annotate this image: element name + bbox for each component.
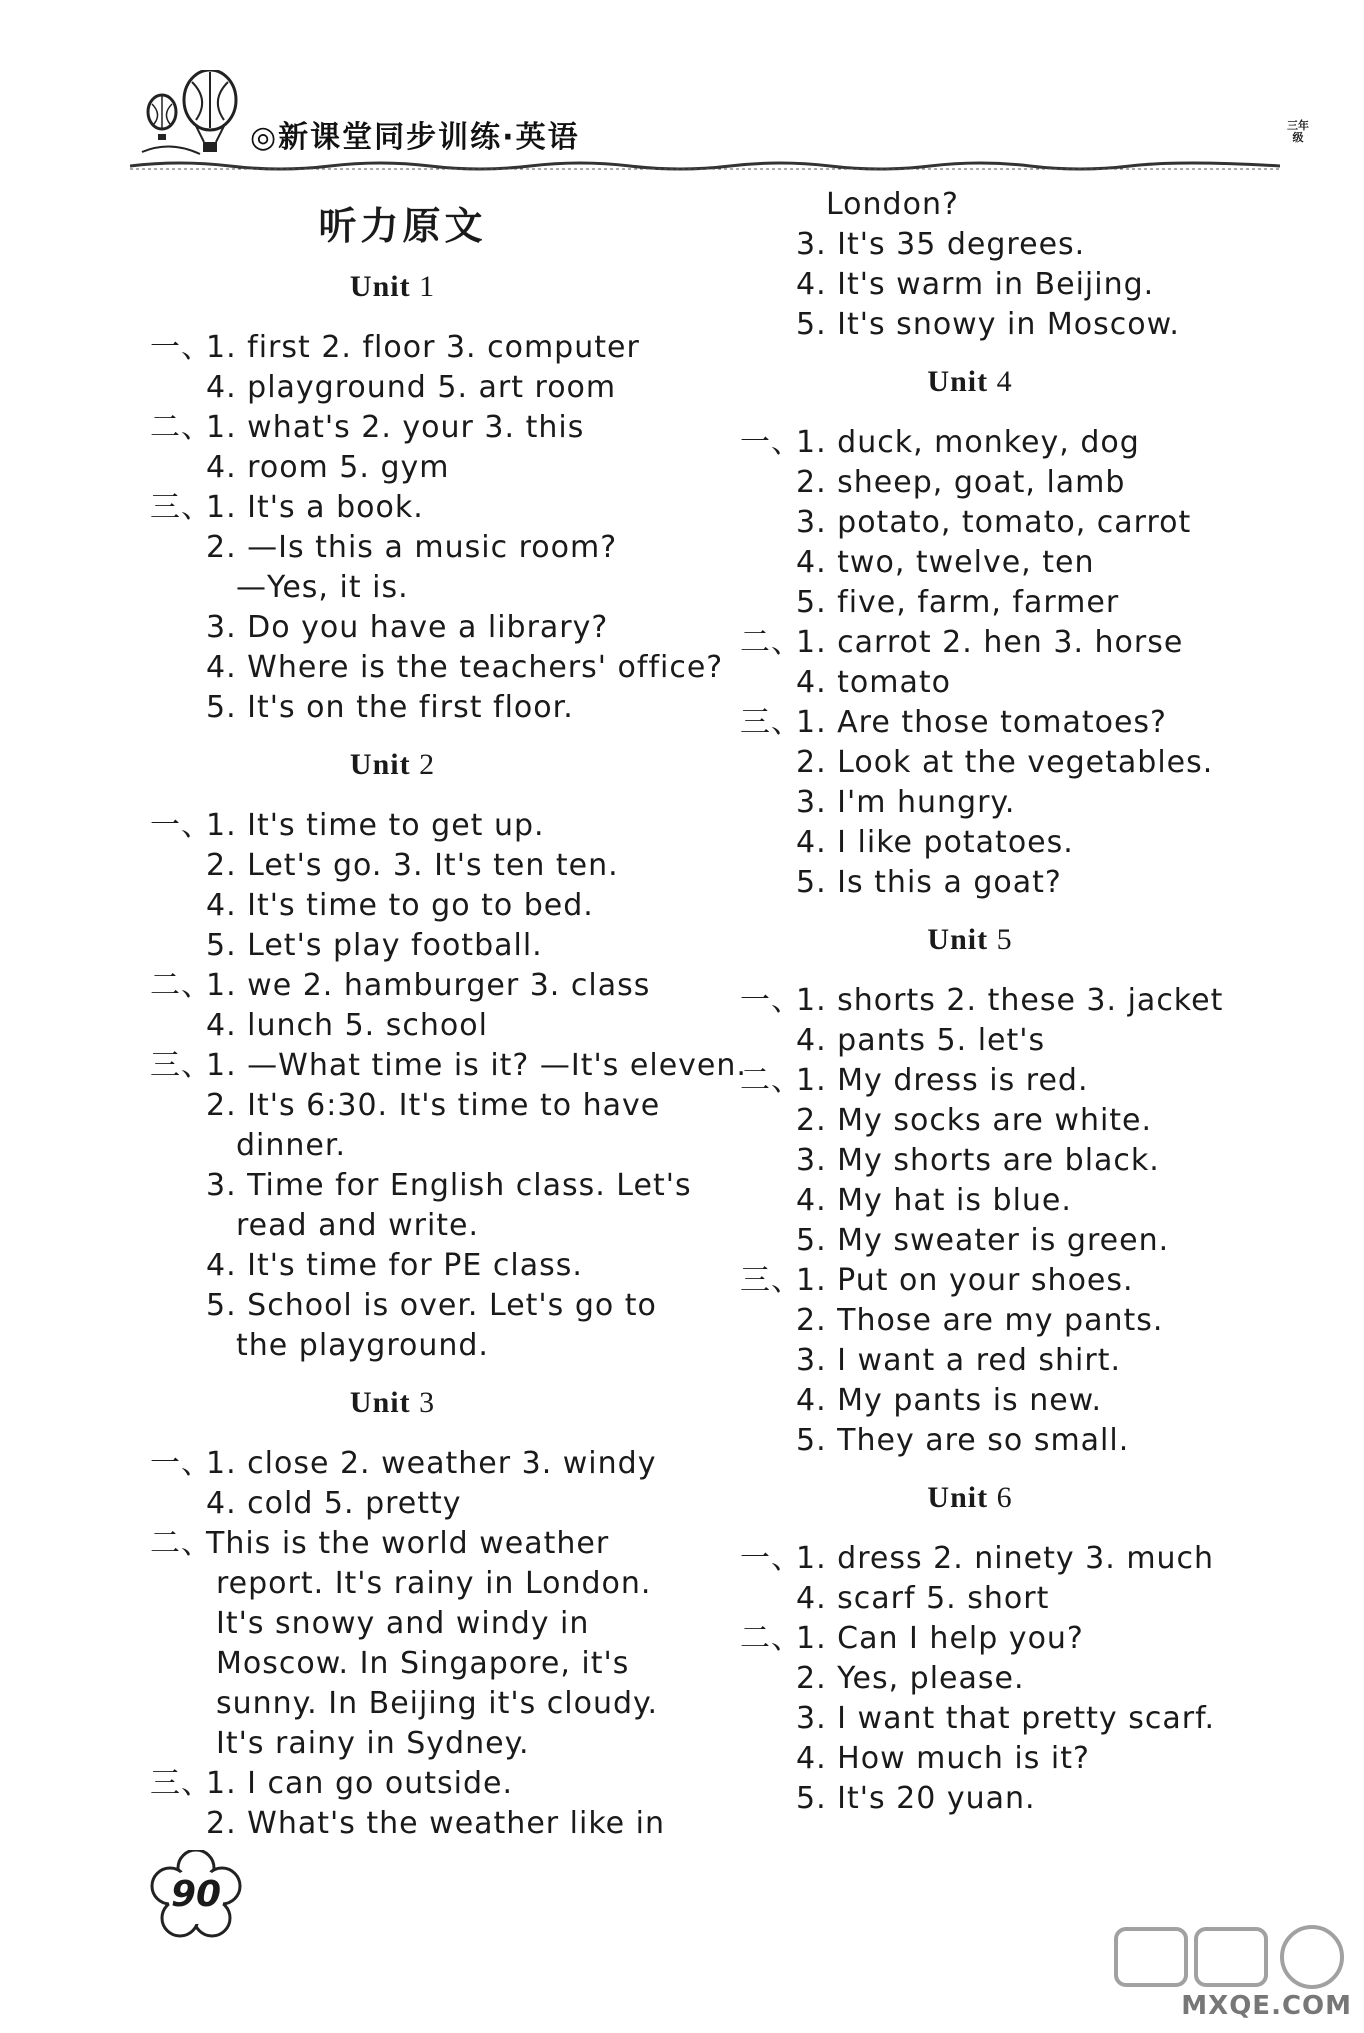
unit-6-heading: Unit 6 [927,1481,1013,1514]
list-item: —Yes, it is. [236,570,409,605]
list-item: 一、1. first 2. floor 3. computer [150,330,640,365]
list-item: 一、1. It's time to get up. [150,808,545,843]
page-number-badge [150,1850,242,1942]
list-item: 2. Yes, please. [796,1661,1025,1696]
list-item: 5. It's on the first floor. [206,690,574,725]
list-item: 4. scarf 5. short [796,1581,1050,1616]
list-item: 三、1. —What time is it? —It's eleven. [150,1048,747,1083]
list-item: Moscow. In Singapore, it's [216,1646,630,1681]
list-item: 3. I'm hungry. [796,785,1016,820]
list-item: 4. room 5. gym [206,450,450,485]
unit-3-heading: Unit 3 [349,1386,436,1419]
list-item: 一、1. shorts 2. these 3. jacket [740,983,1224,1018]
list-item: 3. Do you have a library? [206,610,609,645]
list-item: 5. It's snowy in Moscow. [796,307,1180,342]
list-item: 4. It's time for PE class. [206,1248,583,1283]
list-item: 3. potato, tomato, carrot [796,505,1192,540]
list-item: the playground. [236,1328,489,1363]
list-item: 2. Look at the vegetables. [796,745,1214,780]
list-item: 3. I want that pretty scarf. [796,1701,1215,1736]
list-item: 4. My pants is new. [796,1383,1102,1418]
list-item: 二、1. My dress is red. [740,1063,1089,1098]
list-item: 3. I want a red shirt. [796,1343,1122,1378]
list-item: 2. —Is this a music room? [206,530,618,565]
list-item: 4. lunch 5. school [206,1008,488,1043]
list-item: 4. It's warm in Beijing. [796,267,1155,302]
list-item: 5. Is this a goat? [796,865,1062,900]
list-item: 一、1. duck, monkey, dog [740,425,1140,460]
header-rule [130,158,1280,172]
list-item: 3. Time for English class. Let's [206,1168,692,1203]
list-item: 3. My shorts are black. [796,1143,1160,1178]
watermark-logo-icon [1112,1921,1352,1991]
list-item: 4. I like potatoes. [796,825,1074,860]
page-heading: 听力原文 [318,204,487,248]
list-item: 5. My sweater is green. [796,1223,1170,1258]
list-item: 4. playground 5. art room [206,370,617,405]
list-item: 二、1. what's 2. your 3. this [150,410,585,445]
list-item: 二、1. we 2. hamburger 3. class [150,968,651,1003]
series-title: ◎新课堂同步训练·英语 [250,120,580,155]
list-item: 2. Those are my pants. [796,1303,1164,1338]
list-item: 三、1. I can go outside. [150,1766,514,1801]
list-item: report. It's rainy in London. [216,1566,652,1601]
list-item: 5. School is over. Let's go to [206,1288,657,1323]
list-item: 二、1. carrot 2. hen 3. horse [740,625,1184,660]
list-item: 三、1. Are those tomatoes? [740,705,1167,740]
right-column [740,185,1260,1819]
list-item: 5. They are so small. [796,1423,1130,1458]
list-item: 3. It's 35 degrees. [796,227,1086,262]
left-column [150,180,747,1844]
unit-5-heading: Unit 5 [927,923,1013,956]
watermark-text: MXQE.COM [1181,1991,1352,2021]
list-item: 4. two, twelve, ten [796,545,1095,580]
list-item: 二、This is the world weather [150,1526,610,1561]
list-item: It's rainy in Sydney. [216,1726,530,1761]
list-item: 一、1. close 2. weather 3. windy [150,1446,657,1481]
list-item: 三、1. It's a book. [150,490,424,525]
list-item: It's snowy and windy in [216,1606,590,1641]
unit-4-heading: Unit 4 [927,365,1013,398]
list-item: 2. sheep, goat, lamb [796,465,1126,500]
list-item: 4. It's time to go to bed. [206,888,594,923]
list-item: 一、1. dress 2. ninety 3. much [740,1541,1215,1576]
list-item: read and write. [236,1208,480,1243]
list-item: 5. Let's play football. [206,928,543,963]
list-item: 5. It's 20 yuan. [796,1781,1036,1816]
list-item: 5. five, farm, farmer [796,585,1120,620]
unit-1-heading: Unit 1 [349,270,436,303]
list-item: 4. tomato [796,665,952,700]
list-item: dinner. [236,1128,346,1163]
list-item: sunny. In Beijing it's cloudy. [216,1686,659,1721]
list-item: 三、1. Put on your shoes. [740,1263,1134,1298]
list-item: 4. Where is the teachers' office? [206,650,724,685]
list-item: 4. pants 5. let's [796,1023,1046,1058]
list-item: 2. My socks are white. [796,1103,1153,1138]
list-item: 2. Let's go. 3. It's ten ten. [206,848,619,883]
list-item: 二、1. Can I help you? [740,1621,1084,1656]
list-item: 4. My hat is blue. [796,1183,1072,1218]
page-header [110,60,1310,180]
list-item: 2. It's 6:30. It's time to have [206,1088,661,1123]
list-item: 4. How much is it? [796,1741,1090,1776]
grade-tag: 三年级 [1287,119,1309,144]
unit-2-heading: Unit 2 [349,748,436,781]
watermark [1112,1921,1352,2021]
page-number: 90 [170,1874,222,1915]
hot-air-balloon-icon [140,70,250,160]
list-item: London? [826,187,959,222]
list-item: 4. cold 5. pretty [206,1486,462,1521]
list-item: 2. What's the weather like in [206,1806,665,1841]
